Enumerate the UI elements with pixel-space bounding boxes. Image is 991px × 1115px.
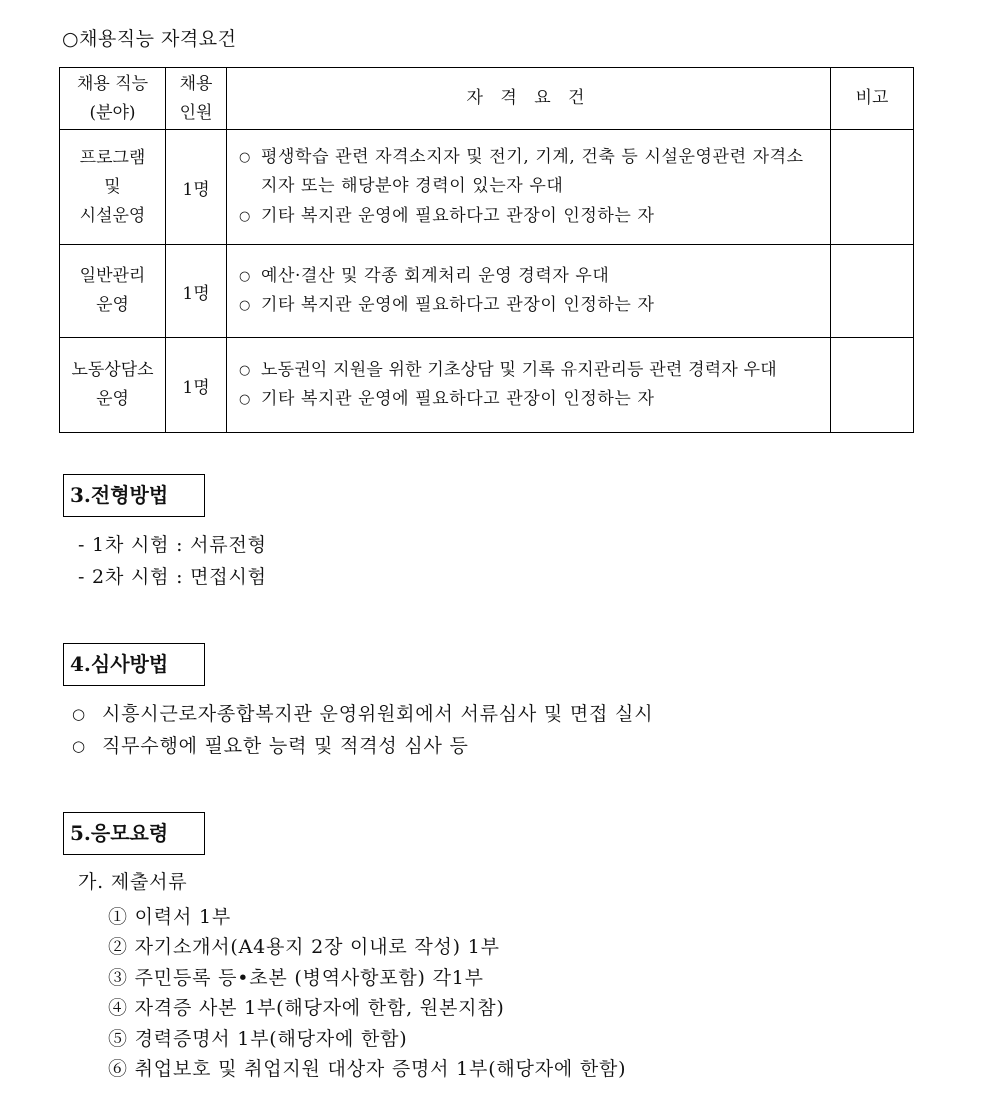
row-note [831, 130, 914, 245]
row-requirements [227, 130, 831, 245]
table-row [60, 338, 914, 433]
requirement-item: ○ 평생학습 관련 자격소지자 및 전기, 기계, 건축 등 시설운영관련 자격소지자 또는 해당분야 경력이 있는자 우대 [239, 143, 816, 202]
row-note [831, 338, 914, 433]
row-count: 1명 [166, 130, 227, 245]
qualifications-heading: ○채용직능 자격요건 [62, 28, 237, 50]
header-field [60, 68, 166, 130]
list-item: ② 자기소개서(A4용지 2장 이내로 작성) 1부 [108, 936, 500, 959]
row-field-line: 운영 [96, 389, 129, 409]
list-item: ⑤ 경력증명서 1부(해당자에 한함) [108, 1027, 408, 1050]
row-field-line: 일반관리 [79, 266, 146, 286]
table-row [60, 130, 914, 245]
row-note [831, 245, 914, 338]
list-item: ⑥ 취업보호 및 취업지원 대상자 증명서 1부(해당자에 한함) [108, 1057, 627, 1080]
requirement-item: ○ 기타 복지관 운영에 필요하다고 관장이 인정하는 자 [239, 202, 830, 232]
row-field-line: 시설운영 [79, 205, 146, 226]
application-subheading [78, 866, 187, 898]
section-title-review: 4.심사방법 [63, 643, 205, 686]
qualifications-table [59, 67, 914, 433]
selection-list [78, 529, 267, 593]
list-item: ○ 시흥시근로자종합복지관 운영위원회에서 서류심사 및 면접 실시 [72, 698, 653, 730]
header-requirements: 자 격 요 건 [227, 68, 831, 130]
section-title-selection: 3.전형방법 [63, 474, 205, 517]
list-item: ① 이력서 1부 [108, 906, 231, 928]
list-item: - 2차 시험 : 면접시험 [78, 566, 267, 588]
list-item: ④ 자격증 사본 1부(해당자에 한함, 원본지참) [108, 997, 505, 1020]
row-count: 1명 [166, 245, 227, 338]
row-requirements [227, 338, 831, 433]
row-field-line: 운영 [96, 295, 129, 315]
list-item: - 1차 시험 : 서류전형 [78, 534, 267, 556]
table-row [60, 245, 914, 338]
documents-list [108, 902, 626, 1084]
row-requirements [227, 245, 831, 338]
requirement-item: ○ 예산·결산 및 각종 회계처리 운영 경력자 우대 [239, 262, 830, 292]
header-count-line2: 인원 [179, 102, 213, 123]
row-field-line: 및 [104, 176, 121, 197]
row-count: 1명 [166, 338, 227, 433]
section-title-application: 5.응모요령 [63, 812, 205, 855]
row-field [60, 245, 166, 338]
header-field-line2: (분야) [89, 102, 136, 123]
list-item: ③ 주민등록 등•초본 (병역사항포함) 각1부 [108, 966, 484, 989]
requirement-item: ○ 노동권익 지원을 위한 기초상담 및 기록 유지관리등 관련 경력자 우대 [239, 356, 830, 386]
header-count-line1: 채용 [179, 73, 213, 94]
header-note: 비고 [831, 68, 914, 130]
header-count [166, 68, 227, 130]
header-field-line1: 채용 직능 [76, 73, 149, 94]
requirement-item: ○ 기타 복지관 운영에 필요하다고 관장이 인정하는 자 [239, 291, 830, 321]
list-item: ○ 직무수행에 필요한 능력 및 적격성 심사 등 [72, 730, 653, 762]
requirement-item: ○ 기타 복지관 운영에 필요하다고 관장이 인정하는 자 [239, 385, 830, 415]
row-field [60, 338, 166, 433]
subheading-text: 가. 제출서류 [78, 871, 188, 893]
review-list [72, 698, 653, 762]
row-field [60, 130, 166, 245]
row-field-line: 프로그램 [79, 147, 146, 168]
row-field-line: 노동상담소 [71, 360, 154, 380]
